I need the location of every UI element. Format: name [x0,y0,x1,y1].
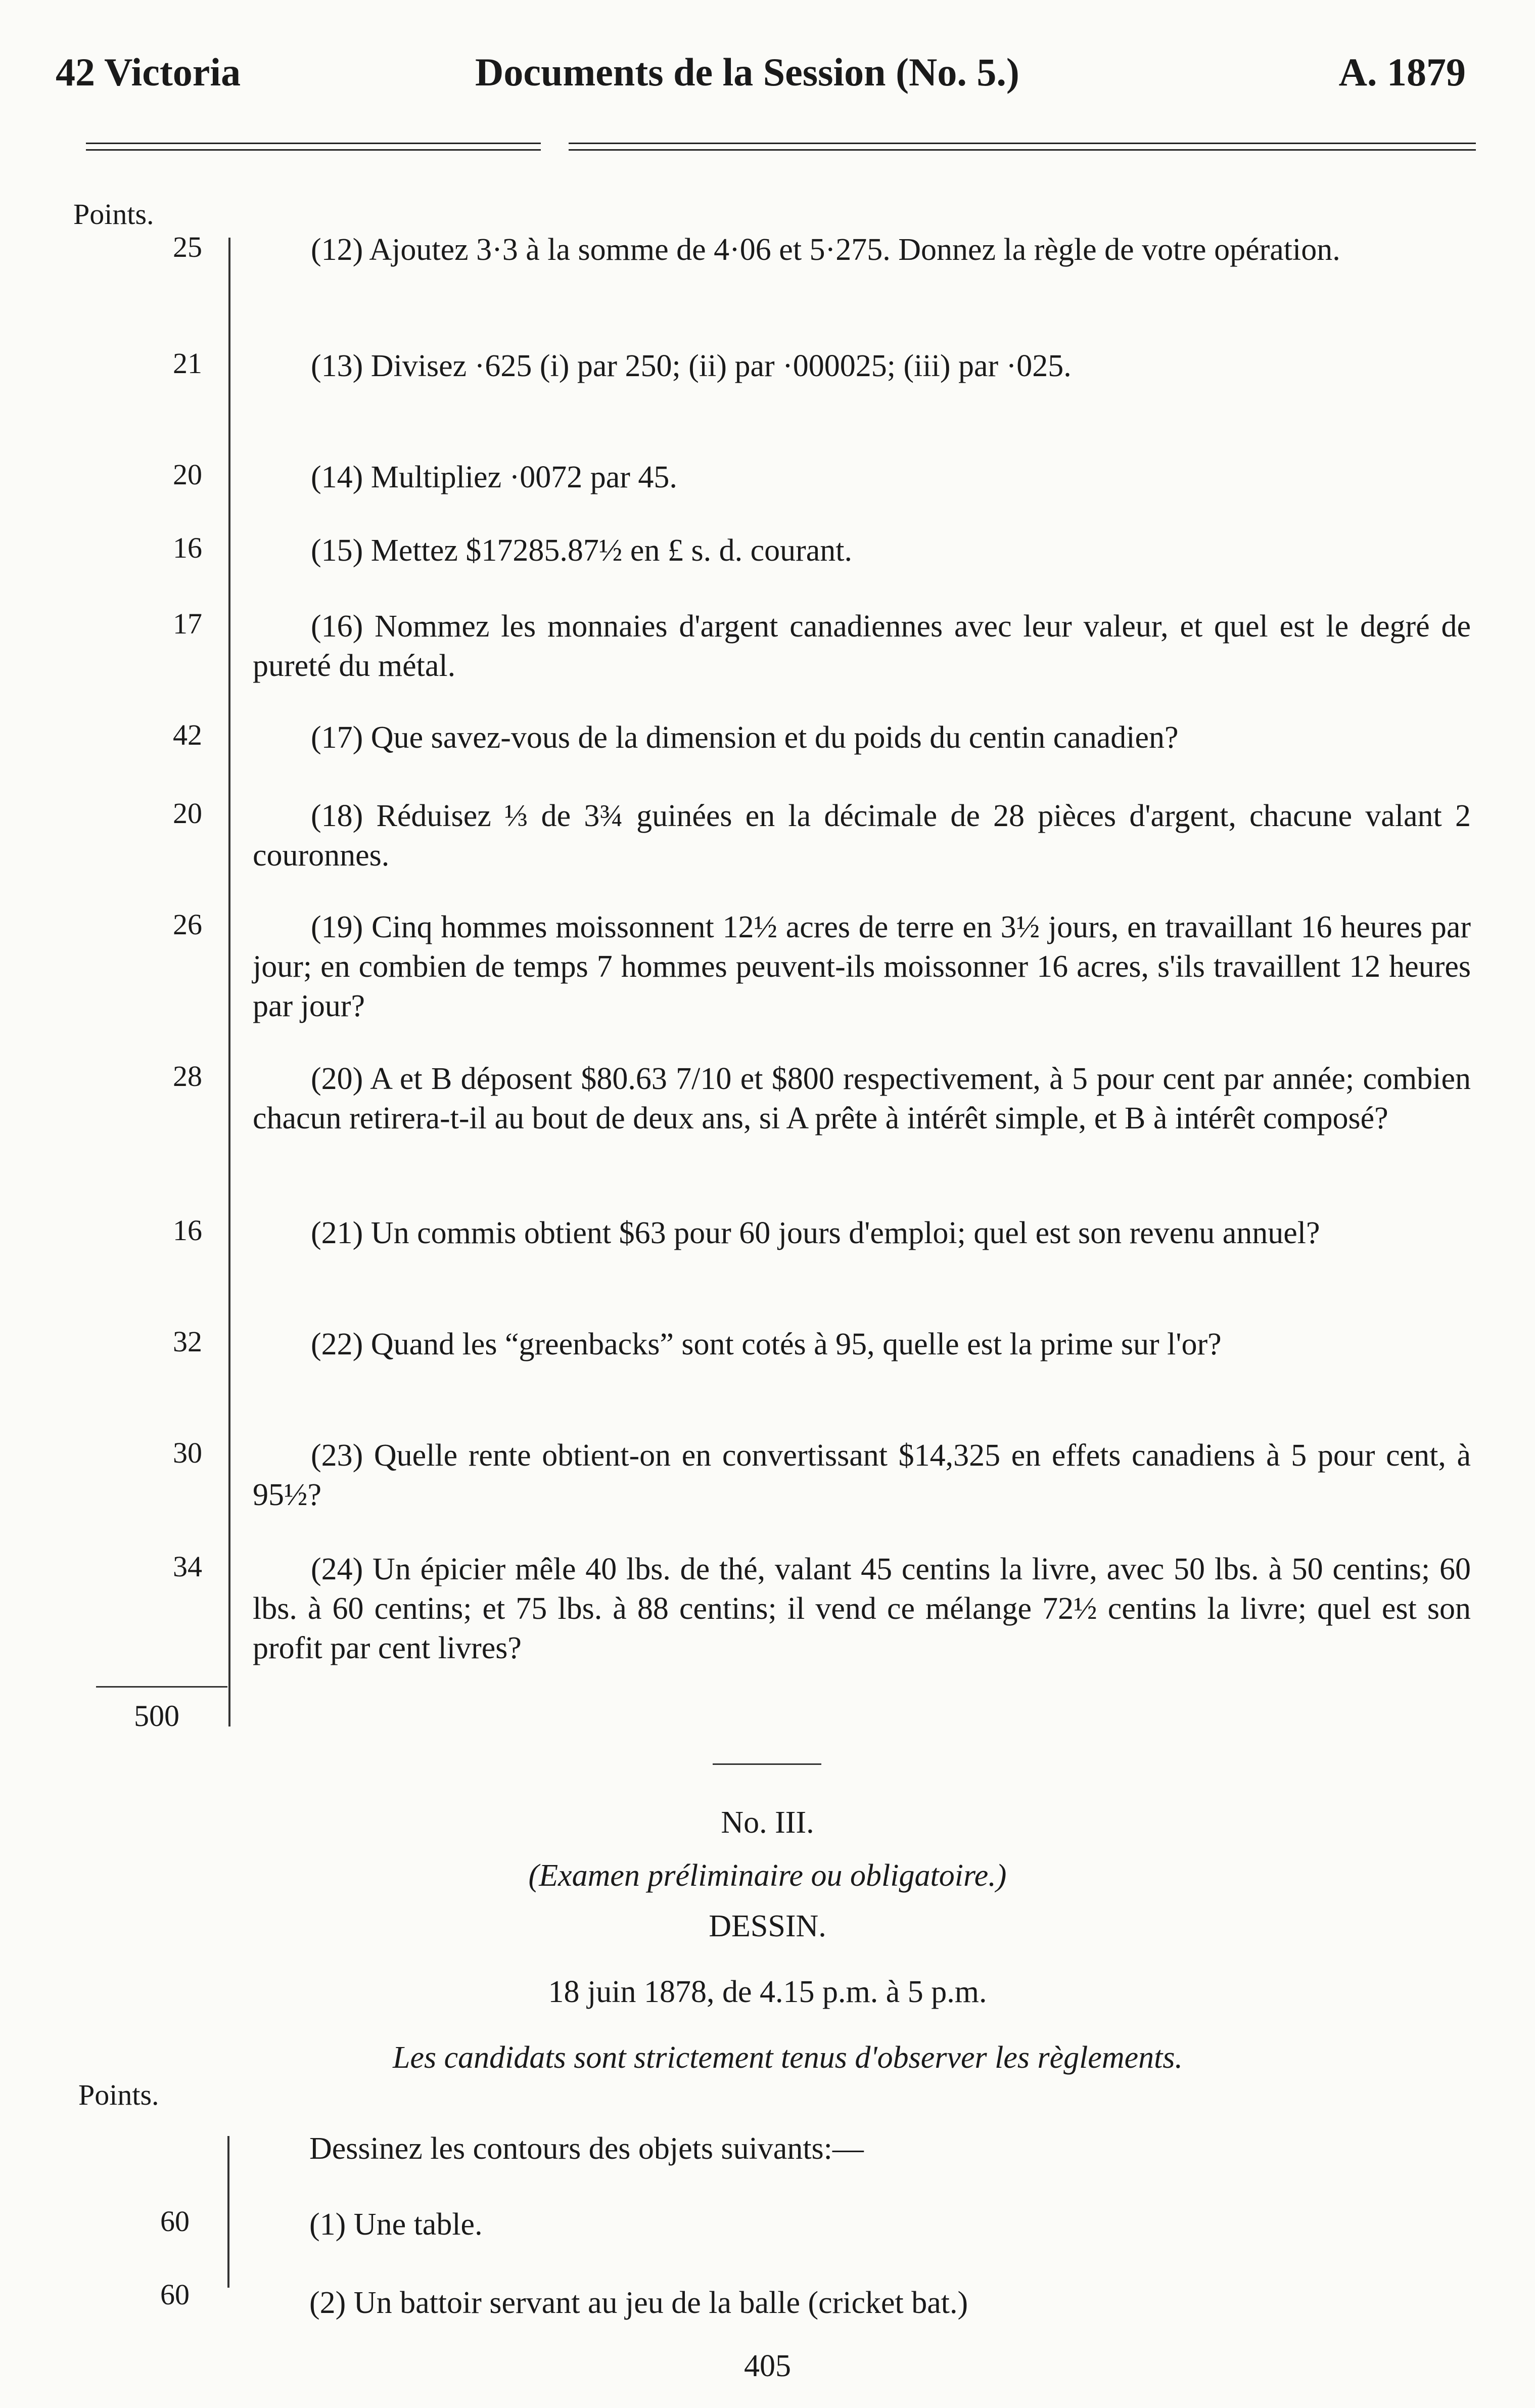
page-number: 405 [744,2349,791,2383]
question-points: 16 [173,531,202,564]
question-points: 30 [173,1436,202,1469]
question-text: (24) Un épicier mêle 40 lbs. de thé, valant 45 centins la livre, avec 50 lbs. à 50 centins; 60 lbs. à 60 centins; et 75 lbs. à 88 centins; il vend ce mélange 72½ centins la livre; quel est son profit par cent livres? [253,1552,1471,1665]
section-separator [713,1763,821,1765]
points-column-heading-2: Points. [78,2078,159,2111]
question-text: (14) Multipliez ·0072 par 45. [311,460,677,494]
question-points: 26 [173,908,202,941]
item-points: 60 [160,2278,190,2311]
item-text: (2) Un battoir servant au jeu de la balle (cricket bat.) [309,2286,968,2320]
question-points: 25 [173,231,202,263]
section-title: DESSIN. [709,1909,826,1943]
header-left: 42 Victoria [56,50,241,94]
question-points: 32 [173,1325,202,1358]
question-text: (18) Réduisez ⅓ de 3¾ guinées en la décimale de 28 pièces d'argent, chacune valant 2 couronnes. [253,799,1471,873]
points-column-heading: Points. [73,198,154,231]
page-header [56,50,1466,105]
section-subtitle: (Examen préliminaire ou obligatoire.) [528,1858,1007,1893]
question-text: (20) A et B déposent $80.63 7/10 et $800 respectivement, à 5 pour cent par année; combien chacun retirera-t-il au bout de deux ans, si A prête à intérêt simple, et B à intérêt composé? [253,1062,1471,1135]
instruction-text: Dessinez les contours des objets suivants:— [309,2131,864,2166]
question-text: (21) Un commis obtient $63 pour 60 jours d'emploi; quel est son revenu annuel? [311,1216,1320,1250]
question-text: (17) Que savez-vous de la dimension et du poids du centin canadien? [311,720,1179,755]
total-rule [96,1686,227,1688]
header-center: Documents de la Session (No. 5.) [475,50,1019,94]
question-text: (23) Quelle rente obtient-on en convertissant $14,325 en effets canadiens à 5 pour cent, à 95½? [253,1438,1471,1512]
exam-rules: Les candidats sont strictement tenus d'observer les règlements. [392,2040,1183,2075]
question-points: 34 [173,1550,202,1583]
header-rule-left [86,143,541,151]
question-text: (19) Cinq hommes moissonnent 12½ acres de terre en 3½ jours, en travaillant 16 heures par jour; en combien de temps 7 hommes peuvent-ils moissonner 16 acres, s'ils travaillent 12 heures par jour? [253,910,1471,1023]
question-text: (22) Quand les “greenbacks” sont cotés à 95, quelle est la prime sur l'or? [311,1327,1222,1361]
question-points: 17 [173,607,202,640]
question-text: (12) Ajoutez 3·3 à la somme de 4·06 et 5·275. Donnez la règle de votre opération. [311,233,1340,267]
question-text: (13) Divisez ·625 (i) par 250; (ii) par ·000025; (iii) par ·025. [311,349,1072,383]
exam-date: 18 juin 1878, de 4.15 p.m. à 5 p.m. [548,1975,987,2009]
question-points: 21 [173,347,202,380]
question-points: 16 [173,1214,202,1247]
question-points: 20 [173,797,202,830]
question-points: 28 [173,1060,202,1093]
header-rule-right [569,143,1476,151]
points-divider [228,238,230,1727]
question-points: 20 [173,458,202,491]
question-text: (16) Nommez les monnaies d'argent canadiennes avec leur valeur, et quel est le degré de pureté du métal. [253,609,1471,683]
question-text: (15) Mettez $17285.87½ en £ s. d. courant. [311,533,852,568]
item-points: 60 [160,2205,190,2238]
section-number: No. III. [721,1805,814,1840]
question-points: 42 [173,718,202,751]
header-right: A. 1879 [1338,50,1466,94]
points-total: 500 [134,1699,179,1733]
points-divider-2 [227,2136,229,2288]
item-text: (1) Une table. [309,2207,483,2242]
